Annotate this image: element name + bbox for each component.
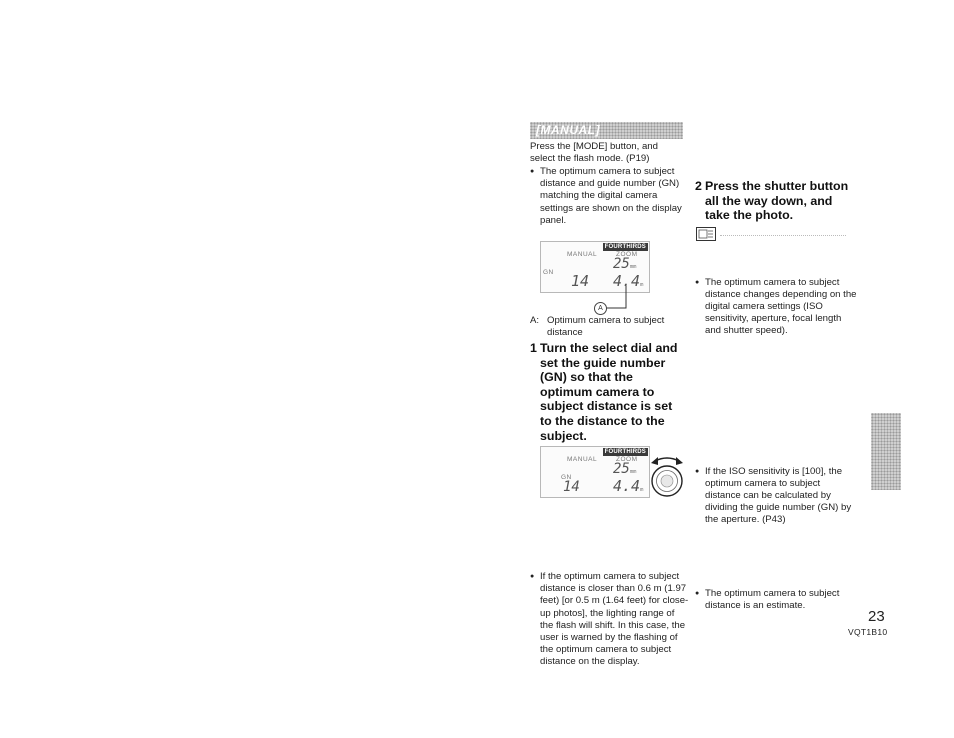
side-tab xyxy=(871,413,901,490)
lcd-zoom-label-2: ZOOM xyxy=(616,456,638,463)
page-number: 23 xyxy=(868,608,885,625)
lcd-distance-value: 4.4m xyxy=(613,272,644,290)
step-2-number: 2 xyxy=(695,179,702,193)
select-dial-icon xyxy=(648,452,686,498)
lcd-gn-label-2: GN xyxy=(561,474,572,481)
caption-text: Optimum camera to subject distance xyxy=(547,315,665,339)
bullet-text-3: The optimum camera to subject distance changes depending on the digital camera settings (ISO sensitivity, aperture, focal length and shutter speed). xyxy=(705,276,857,337)
lcd-gn-label: GN xyxy=(543,269,554,276)
bullet-iso xyxy=(695,466,857,527)
section-label: [MANUAL] xyxy=(536,123,600,137)
fourthirds-badge-2: FOURTHIRDS xyxy=(604,449,646,455)
step-1-text: Turn the select dial and set the guide number (GN) so that the optimum camera to subject distance is set to the distance to the subject. xyxy=(540,341,678,443)
note-divider xyxy=(720,235,846,236)
lcd-display-panel-2 xyxy=(540,446,650,498)
section-banner xyxy=(530,122,683,139)
bullet-close-distance xyxy=(530,571,690,669)
lcd-zoom-value: 25mm xyxy=(613,256,637,272)
lcd-mode-2: MANUAL xyxy=(567,456,598,463)
step-1-number: 1 xyxy=(530,341,537,355)
callout-a-marker: A xyxy=(594,302,607,315)
intro-text: Press the [MODE] button, and select the flash mode. (P19) xyxy=(530,141,658,165)
bullet-text-2: If the optimum camera to subject distance is closer than 0.6 m (1.97 feet) [or 0.5 m (1.64 feet) for close-up photos], the lighting range of the flash will shift. In this case, the user is warned by the flashing of the optimum camera to subject distance on the display. xyxy=(540,571,689,668)
step-2-text: Press the shutter button all the way down, and take the photo. xyxy=(705,179,849,223)
note-icon xyxy=(696,227,716,241)
lcd-zoom-label: ZOOM xyxy=(616,251,638,258)
bullet-distance-changes xyxy=(695,277,857,338)
bullet-text: The optimum camera to subject distance and guide number (GN) matching the digital camera settings are shown on the display panel. xyxy=(540,166,682,226)
bullet-text-4: If the ISO sensitivity is [100], the optimum camera to subject distance can be calculated by dividing the guide number (GN) by the aperture. (P43) xyxy=(705,465,852,526)
bullet-text-5: The optimum camera to subject distance is an estimate. xyxy=(705,587,840,611)
lcd-distance-value-2: 4.4m xyxy=(613,477,644,495)
caption-marker: A: xyxy=(530,315,540,326)
lcd-mode: MANUAL xyxy=(567,251,598,258)
step-1 xyxy=(530,341,685,443)
lcd-zoom-value-2: 25mm xyxy=(613,461,637,477)
lcd-gn-value: 14 xyxy=(571,272,590,290)
lcd-gn-value-2: 14 xyxy=(563,479,580,495)
bullet-estimate xyxy=(695,588,857,612)
fourthirds-badge: FOURTHIRDS xyxy=(604,244,646,250)
step-2 xyxy=(695,179,851,223)
bullet-display-info xyxy=(530,166,685,227)
document-code: VQT1B10 xyxy=(848,627,888,637)
